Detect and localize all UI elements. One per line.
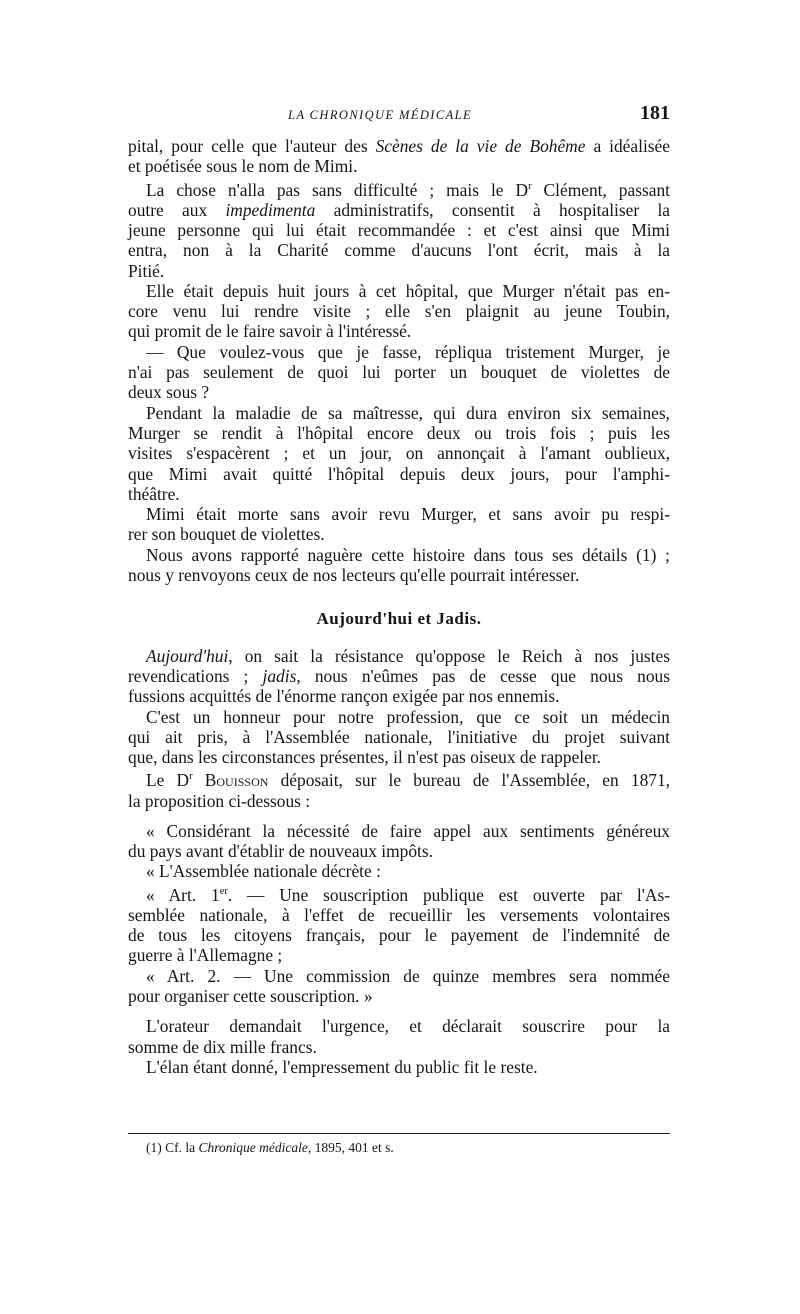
body-text <box>128 136 670 1077</box>
text-line: la proposition ci-dessous : <box>128 790 311 811</box>
paragraph <box>128 281 670 342</box>
text-line: Mimi était morte sans avoir revu Murger, et sans avoir pu respi- <box>146 504 670 525</box>
small-caps-name: Bouisson <box>204 770 269 791</box>
text-line: Elle était depuis huit jours à cet hôpital, que Murger n'était pas en- <box>146 280 670 301</box>
paragraph <box>128 342 670 403</box>
paragraph <box>128 504 670 545</box>
text-line: semblée nationale, à l'effet de recueillir les versements volontaires <box>128 904 670 925</box>
italic-text: Chronique médicale <box>198 1140 308 1155</box>
paragraph <box>128 707 670 768</box>
text-line: qui ait pris, à l'Assemblée nationale, l'initiative du projet suivant <box>128 726 670 747</box>
text-line: nous y renvoyons ceux de nos lecteurs qu'elle pourrait intéresser. <box>128 565 580 586</box>
text-line: jeune personne qui lui était recommandée : et c'est ainsi que Mimi <box>128 219 670 240</box>
italic-text: Aujourd'hui <box>146 645 229 666</box>
text-line: deux sous ? <box>128 382 210 403</box>
text-line: Pitié. <box>128 260 165 281</box>
section-heading: Aujourd'hui et Jadis. <box>316 609 482 629</box>
italic-text: Scènes de la vie de Bohême <box>375 136 586 156</box>
text-line: somme de dix mille francs. <box>128 1036 317 1057</box>
text-line: de tous les citoyens français, pour le payement de l'indemnité de <box>128 925 670 946</box>
superscript: r <box>189 771 193 783</box>
text-line: « Art. 1er. — Une souscription publique est ouverte par l'As- <box>146 884 671 905</box>
text-line: fussions acquittés de l'énorme rançon exigée par nos ennemis. <box>128 686 560 707</box>
page-number: 181 <box>640 102 670 124</box>
text-line: « Art. 2. — Une commission de quinze membres sera nommée <box>146 965 670 986</box>
text-line: La chose n'alla pas sans difficulté ; mais le $D^r$ Clément, passant <box>146 179 670 200</box>
text-line: pital, pour celle que l'auteur des Scènes de la vie de Bohême a idéalisée <box>128 136 670 156</box>
superscript: r <box>528 180 532 192</box>
text-line: L'élan étant donné, l'empressement du public fit le reste. <box>146 1056 538 1077</box>
paragraph <box>128 403 670 504</box>
text-line: core venu lui rendre visite ; elle s'en plaignit au jeune Toubin, <box>128 301 670 322</box>
spacer <box>128 1006 670 1016</box>
footnote: (1) Cf. la Chronique médicale, 1895, 401 et s. <box>146 1140 394 1155</box>
italic-text: jadis <box>262 665 297 686</box>
text-line: revendications ; jadis, nous n'eûmes pas de cesse que nous nous <box>128 665 670 686</box>
text-line: que, dans les circonstances présentes, il n'est pas oiseux de rappeler. <box>128 747 602 768</box>
paragraph <box>128 767 670 810</box>
paragraph <box>128 861 670 881</box>
text-line: que Mimi avait quitté l'hôpital depuis deux jours, pour l'amphi- <box>128 463 670 484</box>
paragraph <box>128 177 670 281</box>
paragraph <box>128 882 670 966</box>
text-line: Murger se rendit à l'hôpital encore deux ou trois fois ; puis les <box>128 422 670 443</box>
paragraph <box>128 545 670 586</box>
text-line: « L'Assemblée nationale décrète : <box>146 861 381 882</box>
text-line: visites s'espacèrent ; et un jour, on annonçait à l'amant oublieux, <box>128 443 670 464</box>
text-line: Aujourd'hui, on sait la résistance qu'oppose le Reich à nos justes <box>146 645 670 666</box>
italic-text: impedimenta <box>225 199 316 220</box>
text-line: rer son bouquet de violettes. <box>128 524 325 545</box>
text-line: qui promit de le faire savoir à l'intéressé. <box>128 321 412 342</box>
text-line: n'ai pas seulement de quoi lui porter un bouquet de violettes de <box>128 362 670 383</box>
footnote-divider <box>128 1133 670 1134</box>
text-line: Pendant la maladie de sa maîtresse, qui dura environ six semaines, <box>146 402 670 423</box>
text-line: pour organiser cette souscription. » <box>128 985 373 1006</box>
running-header <box>128 104 670 130</box>
paragraph <box>128 1016 670 1057</box>
paragraph <box>128 966 670 1007</box>
text-line: entra, non à la Charité comme d'aucuns l'ont écrit, mais à la <box>128 240 670 261</box>
paragraph <box>128 136 670 177</box>
text-line: Nous avons rapporté naguère cette histoire dans tous ses détails (1) ; <box>146 544 670 565</box>
text-line: Le $D^r$ Bouisson déposait, sur le bureau de l'Assemblée, en 1871, <box>146 770 670 791</box>
text-line: C'est un honneur pour notre profession, que ce soit un médecin <box>146 706 670 727</box>
text-line: L'orateur demandait l'urgence, et déclarait souscrire pour la <box>146 1016 670 1037</box>
text-line: théâtre. <box>128 483 180 504</box>
spacer <box>128 811 670 821</box>
text-line: « Considérant la nécessité de faire appel aux sentiments généreux <box>146 820 670 841</box>
text-line: — Que voulez-vous que je fasse, répliqua tristement Murger, je <box>146 341 670 362</box>
text-line: du pays avant d'établir de nouveaux impôts. <box>128 841 433 862</box>
running-title: LA CHRONIQUE MÉDICALE <box>288 108 473 122</box>
text-line: guerre à l'Allemagne ; <box>128 945 283 966</box>
text-line: outre aux impedimenta administratifs, consentit à hospitaliser la <box>128 199 671 220</box>
paragraph <box>128 821 670 862</box>
paragraph <box>128 1057 670 1077</box>
text-line: et poétisée sous le nom de Mimi. <box>128 156 358 177</box>
superscript: er <box>219 885 228 897</box>
paragraph <box>128 646 670 707</box>
